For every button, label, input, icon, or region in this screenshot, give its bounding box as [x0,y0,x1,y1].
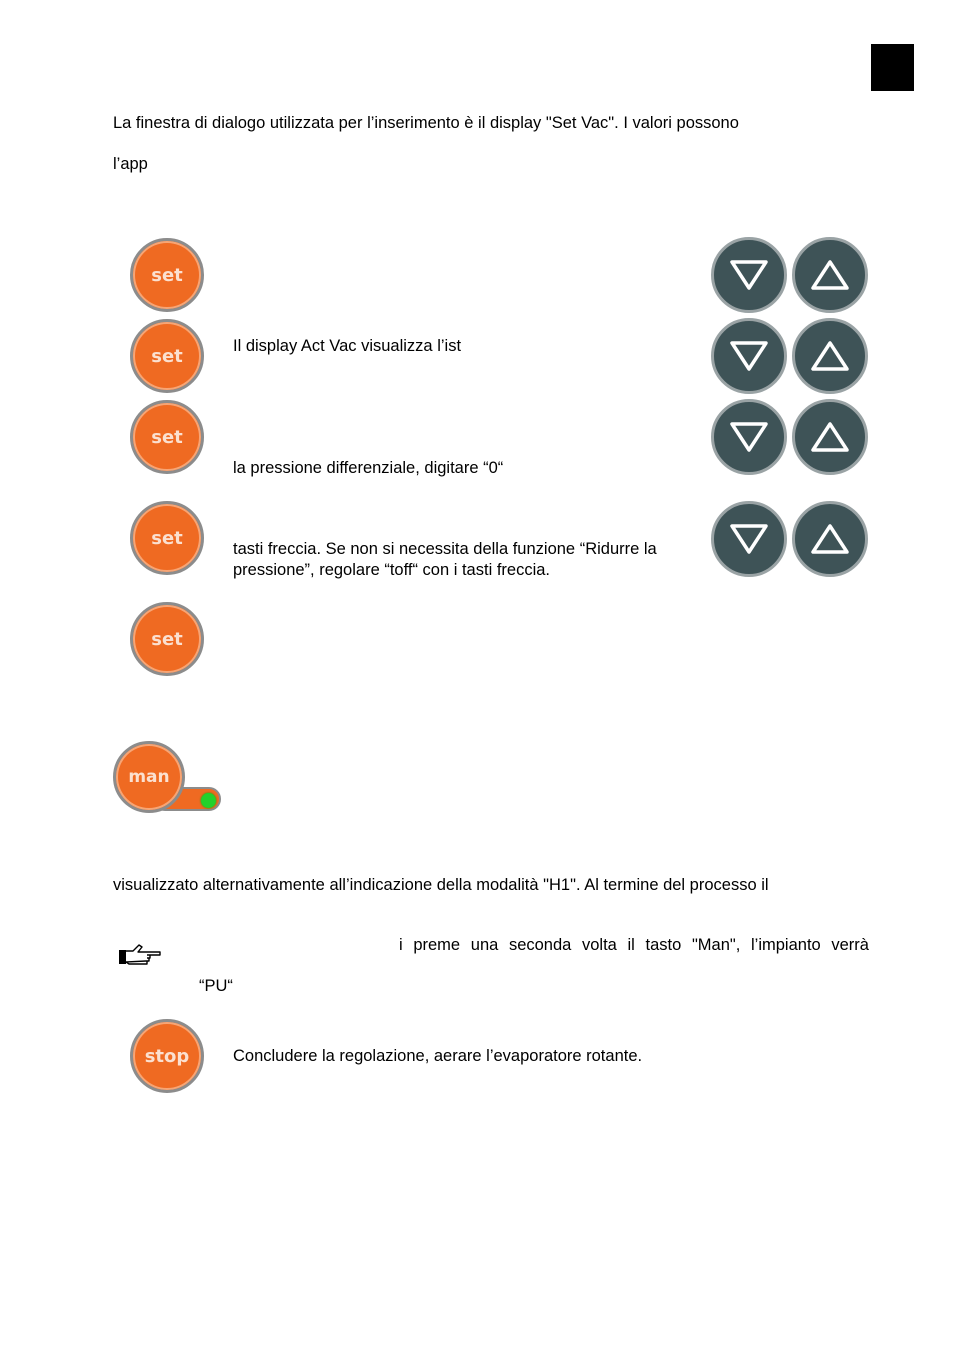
man-button-label: man [113,741,185,813]
preme-text [399,935,869,956]
pu-text: “PU“ [199,977,233,995]
triangle-up-icon [808,253,852,297]
triangle-down-icon [727,253,771,297]
triangle-up-icon [808,415,852,459]
set-button-3[interactable]: set [130,400,204,474]
preme-word: "Man", [691,936,741,954]
preme-word: il [627,936,635,954]
set-button-5[interactable]: set [130,602,204,676]
concludere-text: Concludere la regolazione, aerare l’evaporatore rotante. [233,1047,643,1065]
arrow-up-button-1[interactable] [792,237,868,313]
triangle-down-icon [727,415,771,459]
arrow-down-button-4[interactable] [711,501,787,577]
arrow-down-button-1[interactable] [711,237,787,313]
arrow-down-button-2[interactable] [711,318,787,394]
tasti-text-2: pressione”, regolare “toff“ con i tasti freccia. [233,561,550,579]
green-led-icon [201,793,216,808]
triangle-down-icon [727,334,771,378]
set-button-1[interactable]: set [130,238,204,312]
triangle-up-icon [808,517,852,561]
triangle-up-icon [808,334,852,378]
visualizzato-text: visualizzato alternativamente all’indicazione della modalità "H1". Al termine del processo il [113,876,769,894]
arrow-down-button-3[interactable] [711,399,787,475]
set-button-4[interactable]: set [130,501,204,575]
preme-word: volta [582,936,617,954]
man-button[interactable] [113,741,223,815]
arrow-up-button-3[interactable] [792,399,868,475]
act-vac-text: Il display Act Vac visualizza l’ist [233,337,462,355]
set-button-2[interactable]: set [130,319,204,393]
stop-button[interactable]: stop [130,1019,204,1093]
preme-word: l’impianto [751,936,821,954]
triangle-down-icon [727,517,771,561]
preme-word: verrà [831,936,869,954]
preme-word: una [470,936,499,954]
preme-word: seconda [508,936,572,954]
pressione-text: la pressione differenziale, digitare “0“ [233,459,504,477]
preme-word: i [399,936,403,954]
pointing-hand-icon [117,942,163,968]
arrow-up-button-2[interactable] [792,318,868,394]
arrow-up-button-4[interactable] [792,501,868,577]
preme-word: tasto [645,936,682,954]
app-text: l’app [113,155,148,173]
intro-text: La finestra di dialogo utilizzata per l’inserimento è il display "Set Vac". I valori possono [113,114,739,132]
tasti-text-1: tasti freccia. Se non si necessita della funzione “Ridurre la [233,540,657,558]
page-corner-marker [871,44,914,91]
preme-word: preme [413,936,461,954]
